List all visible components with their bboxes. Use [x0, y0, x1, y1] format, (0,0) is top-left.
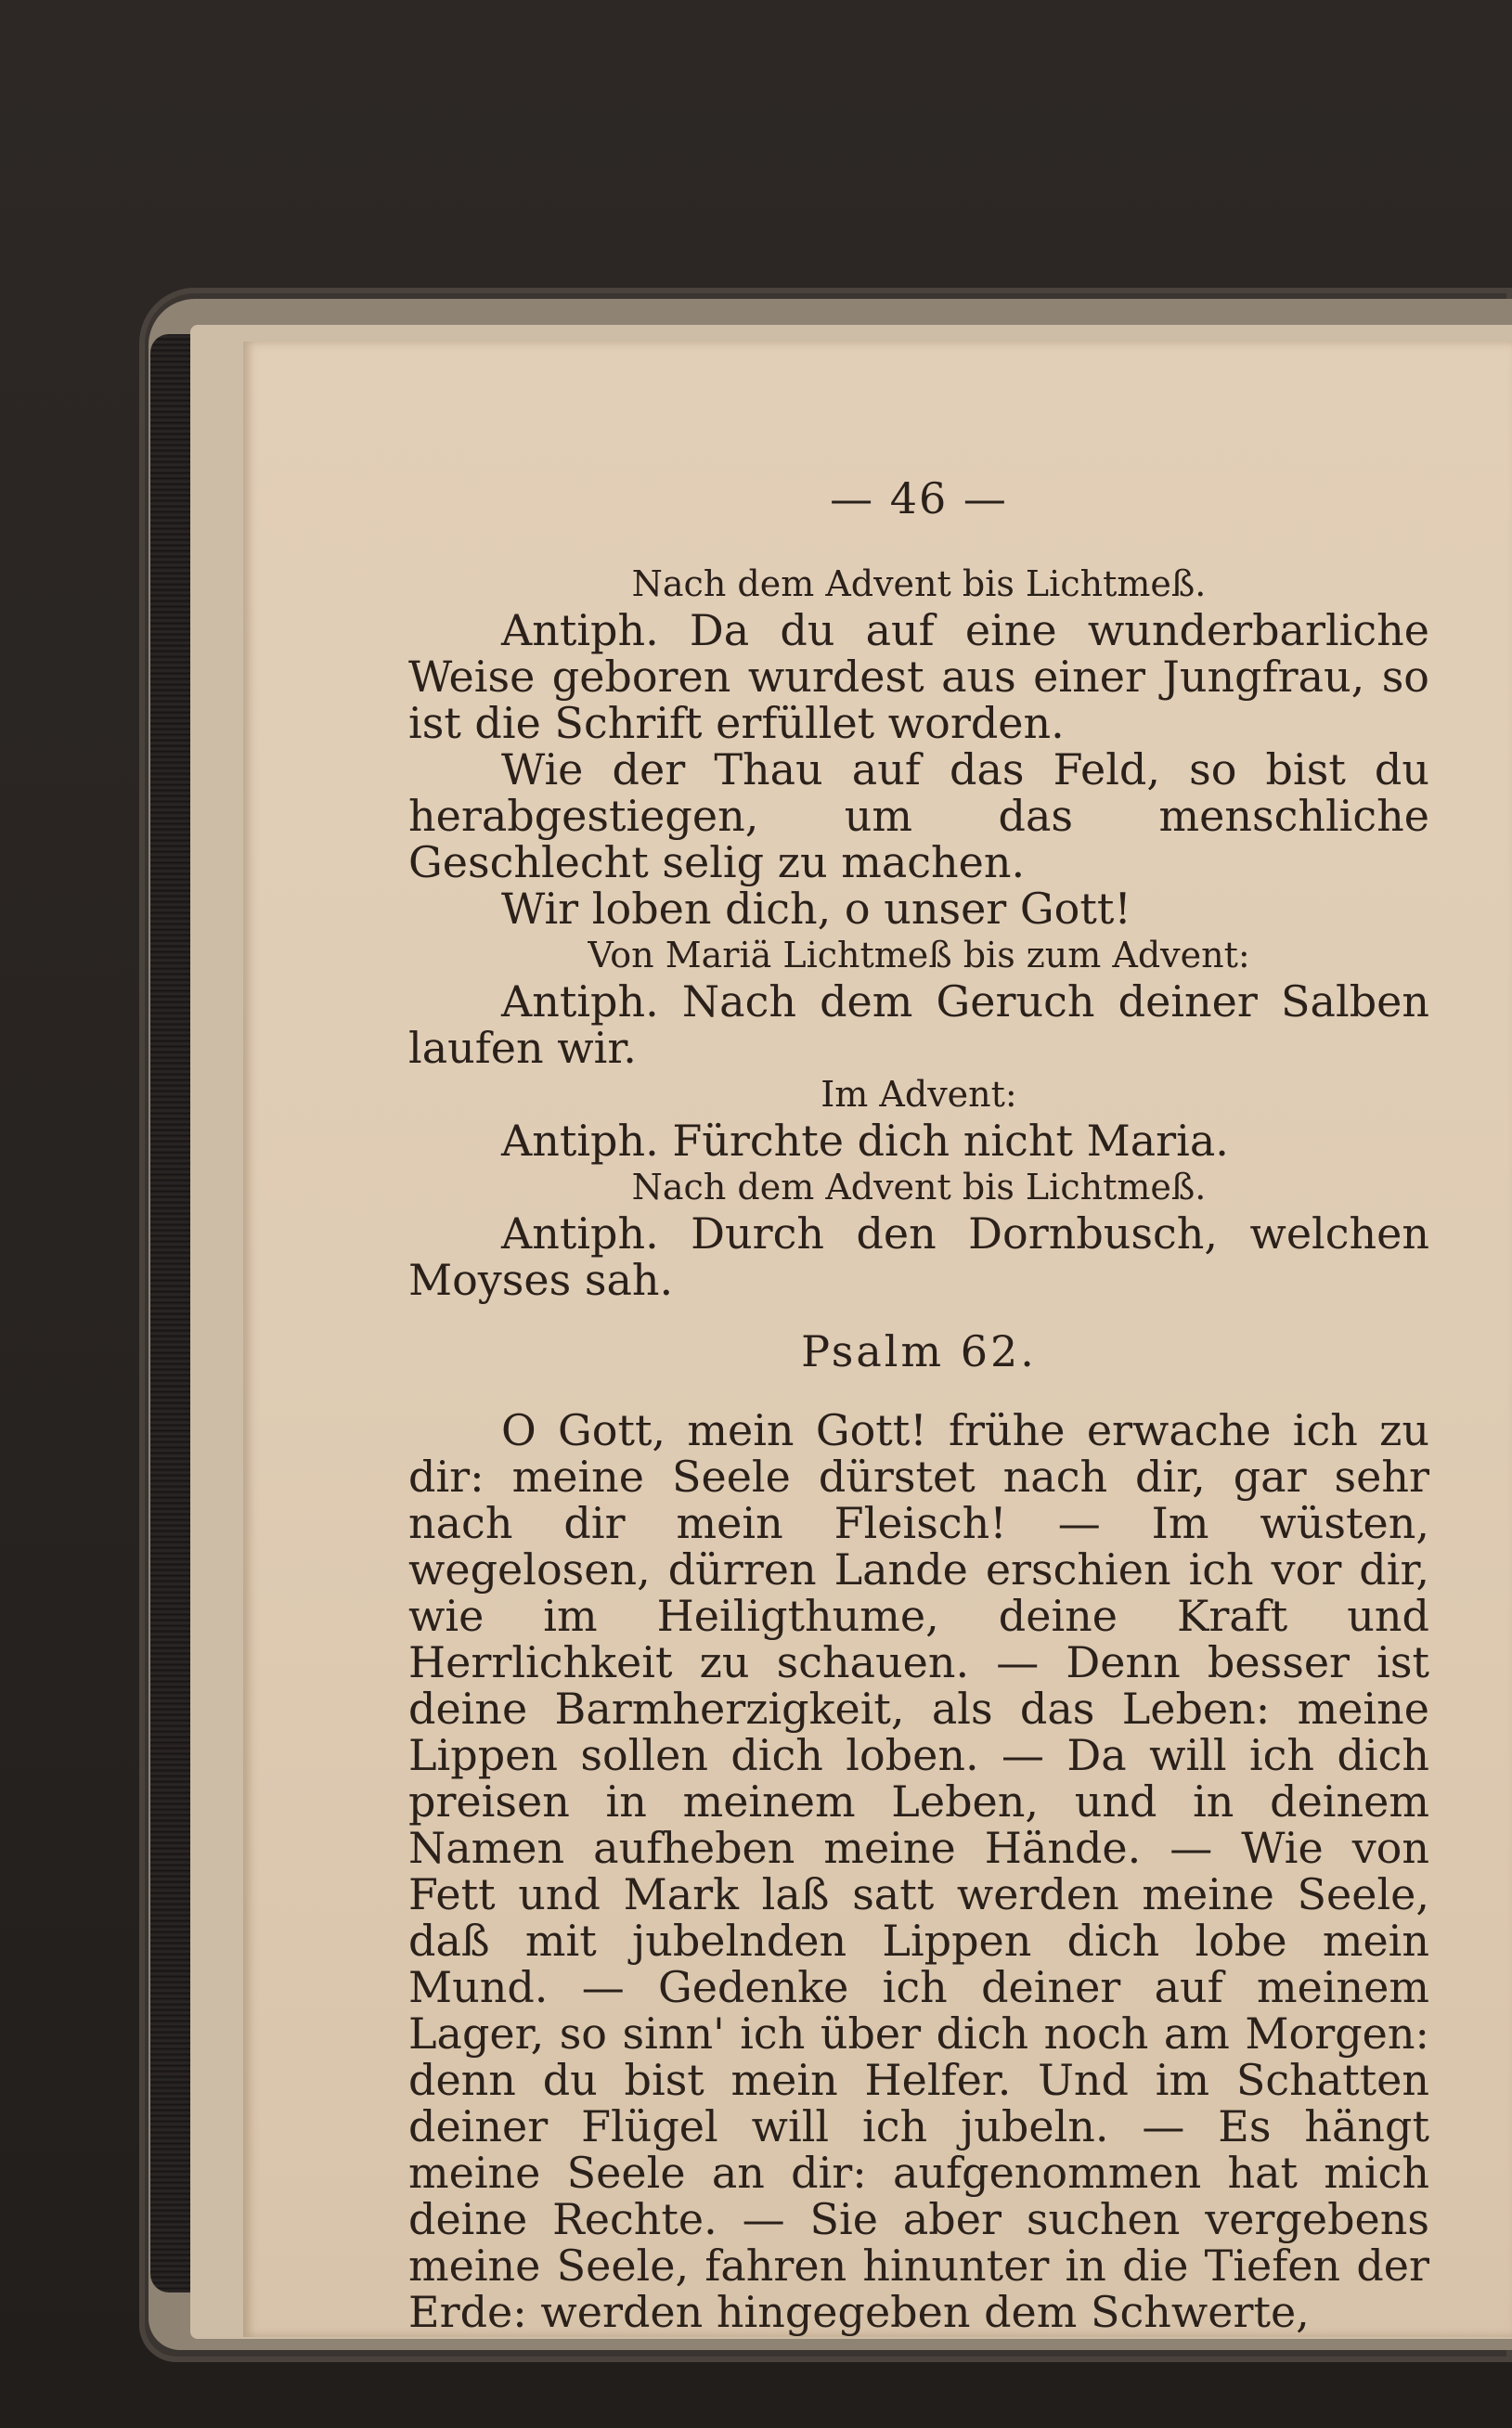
rubric-heading-2: Von Mariä Lichtmeß bis zum Advent: [588, 935, 1250, 975]
page-number: — 46 — [830, 473, 1008, 523]
rubric-heading-3: Im Advent: [821, 1074, 1017, 1115]
antiphon-paragraph-1: Antiph. Da du auf eine wunderbarliche Weise geboren wurdest aus einer Jungfrau, so ist die Schrift erfüllet worden. [408, 605, 1429, 748]
rubric-heading-1: Nach dem Advent bis Lichtmeß. [631, 563, 1207, 604]
page-content [408, 473, 1429, 2335]
response-paragraph: Wir loben dich, o unser Gott! [501, 884, 1131, 934]
psalm-title: Psalm 62. [801, 1326, 1037, 1376]
verse-paragraph: Wie der Thau auf das Feld, so bist du herabgestiegen, um das menschliche Geschlecht selig zu machen. [408, 744, 1429, 887]
antiphon-paragraph-4: Antiph. Durch den Dornbusch, welchen Moyses sah. [408, 1208, 1429, 1305]
antiphon-paragraph-2: Antiph. Nach dem Geruch deiner Salben laufen wir. [408, 976, 1429, 1073]
rubric-heading-4: Nach dem Advent bis Lichtmeß. [631, 1167, 1207, 1208]
psalm-text: O Gott, mein Gott! frühe erwache ich zu dir: meine Seele dürstet nach dir, gar sehr nach dir mein Fleisch! — Im wüsten, wegelosen, dürren Lande erschien ich vor dir, wie im Heiligthume, deine Kraft und Herrlichkeit zu schauen. — Denn besser ist deine Barmherzigkeit, als das Leben: meine Lippen sollen dich loben. — Da will ich dich preisen in meinem Leben, und in deinem Namen aufheben meine Hände. — Wie von Fett und Mark laß satt werden meine Seele, daß mit jubelnden Lippen dich lobe mein Mund. — Gedenke ich deiner auf meinem Lager, so sinn' ich über dich noch am Morgen: denn du bist mein Helfer. Und im Schatten deiner Flügel will ich jubeln. — Es hängt meine Seele an dir: aufgenommen hat mich deine Rechte. — Sie aber suchen vergebens meine Seele, fahren hinunter in die Tiefen der Erde: werden hingegeben dem Schwerte, [408, 1405, 1429, 2337]
book-spine [150, 334, 192, 2292]
antiphon-paragraph-3: Antiph. Fürchte dich nicht Maria. [501, 1116, 1229, 1166]
